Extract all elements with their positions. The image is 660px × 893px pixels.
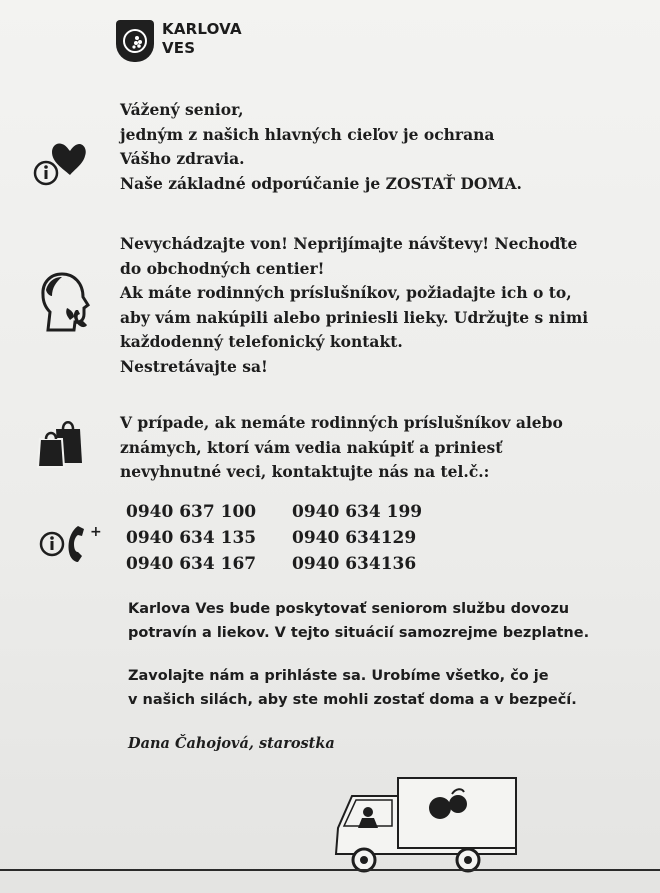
ground-line <box>0 869 660 871</box>
shopping-bags-icon <box>36 415 86 469</box>
text-line: do obchodných centier! <box>120 258 325 278</box>
logo-text <box>162 20 242 58</box>
phone-list <box>126 499 458 577</box>
text-line: Nevychádzajte von! Neprijímajte návštevy! Nechoďte <box>120 234 578 253</box>
phone-number[interactable]: 0940 634 167 <box>126 554 257 574</box>
section-contact <box>120 411 563 485</box>
phone-row <box>126 525 458 551</box>
text-line: aby vám nakúpili alebo priniesli lieky. Udržujte s nimi <box>120 307 589 327</box>
text-line: V prípade, ak nemáte rodinných príslušníkov alebo <box>120 413 563 432</box>
logo-line-2: VES <box>162 39 196 57</box>
person-phone-icon <box>34 270 96 336</box>
section-call-to-action <box>128 664 577 712</box>
section-instructions <box>120 232 588 379</box>
phone-number[interactable]: 0940 634 135 <box>126 528 257 548</box>
phone-number[interactable]: 0940 634 199 <box>292 502 423 522</box>
info-heart-icon <box>32 135 88 191</box>
text-line: potravín a liekov. V tejto situácií samozrejme bezplatne. <box>128 625 590 641</box>
signature: Dana Čahojová, starostka <box>128 735 335 752</box>
text-line: Vážený senior, <box>120 100 244 119</box>
text-line: v našich silách, aby ste mohli zostať doma a v bezpečí. <box>128 692 577 708</box>
karlova-ves-logo <box>116 20 242 62</box>
text-line: Ak máte rodinných príslušníkov, požiadajte ich o to, <box>120 283 572 302</box>
phone-number[interactable]: 0940 634129 <box>292 528 417 548</box>
text-line: Karlova Ves bude poskytovať seniorom službu dovozu <box>128 601 570 617</box>
logo-line-1: KARLOVA <box>162 20 242 38</box>
text-line: každodenný telefonický kontakt. <box>120 332 403 351</box>
phone-number[interactable]: 0940 637 100 <box>126 502 257 522</box>
text-line: Naše základné odporúčanie je ZOSTAŤ DOMA. <box>120 173 522 193</box>
text-line: známych, ktorí vám vedia nakúpiť a priniesť <box>120 437 503 457</box>
section-greeting <box>120 98 522 196</box>
text-line: Zavolajte nám a prihláste sa. Urobíme všetko, čo je <box>128 668 549 684</box>
section-delivery-service <box>128 597 589 645</box>
text-line: nevyhnutné veci, kontaktujte nás na tel.č.: <box>120 462 490 481</box>
phone-number[interactable]: 0940 634136 <box>292 554 417 574</box>
phone-row <box>126 551 458 577</box>
phone-row <box>126 499 458 525</box>
delivery-truck-icon <box>312 766 524 876</box>
info-phone-plus-icon <box>38 522 104 568</box>
text-line: Nestretávajte sa! <box>120 356 268 376</box>
svg-text:+: + <box>90 524 102 540</box>
text-line: jedným z našich hlavných cieľov je ochrana <box>120 124 495 144</box>
text-line: Vášho zdravia. <box>120 149 245 168</box>
coat-of-arms-icon <box>116 20 154 62</box>
